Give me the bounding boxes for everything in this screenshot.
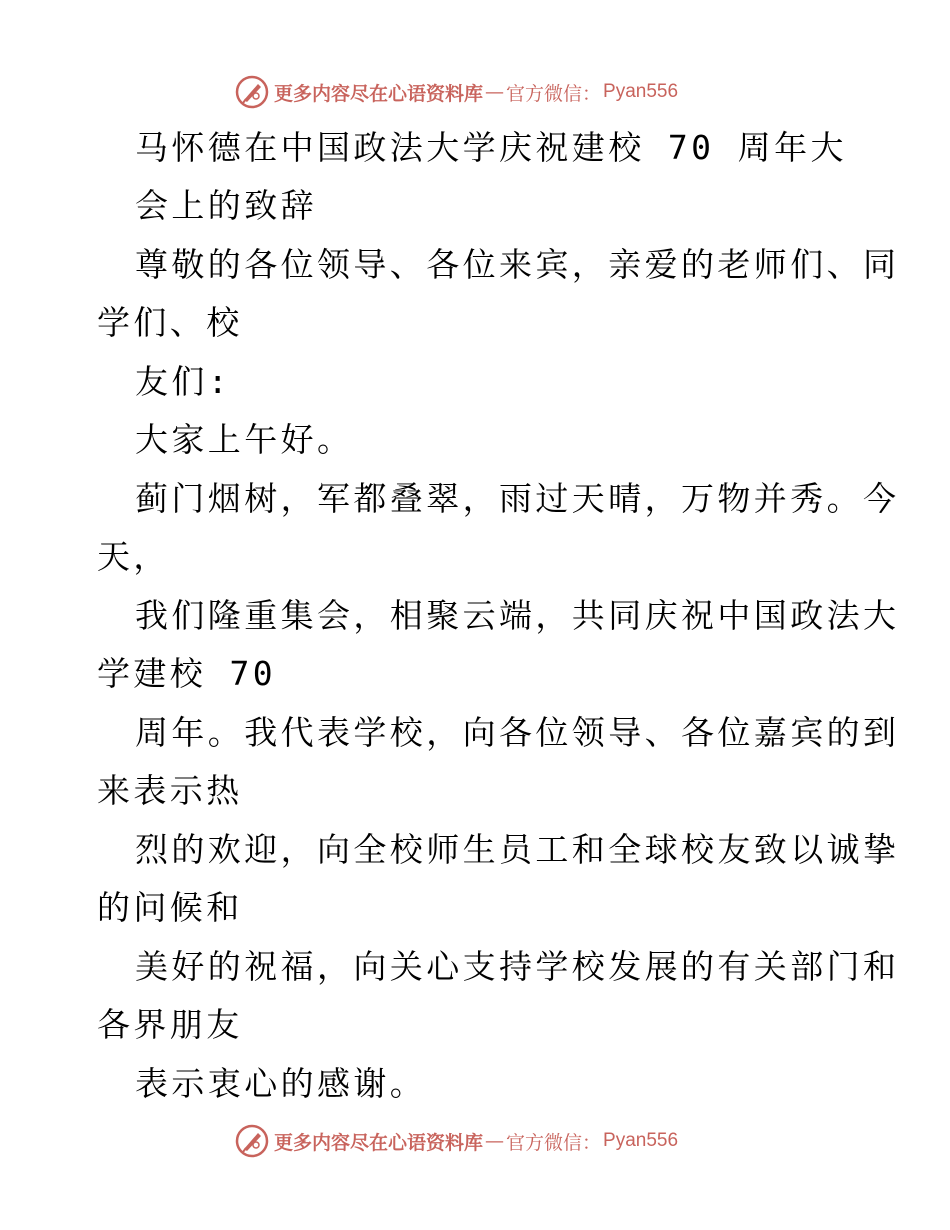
paragraph-line: 周年。我代表学校，向各位领导、各位嘉宾的到 (135, 713, 900, 752)
paragraph-line: 尊敬的各位领导、各位来宾，亲爱的老师们、同 (135, 245, 900, 284)
speech-title-line: 会上的致辞 (135, 186, 317, 225)
watermark-dash: — (485, 1130, 505, 1152)
paragraph-line: 表示衷心的感谢。 (135, 1064, 427, 1103)
paragraph-line: 蓟门烟树，军都叠翠，雨过天晴，万物并秀。今 (135, 479, 900, 518)
paragraph-line: 天， (97, 537, 170, 576)
quill-pen-logo-icon (234, 1123, 270, 1159)
paragraph-line: 各界朋友 (97, 1005, 243, 1044)
paragraph-line: 来表示热 (97, 771, 243, 810)
paragraph-line: 友们: (135, 362, 232, 401)
speech-title-line: 马怀德在中国政法大学庆祝建校 70 周年大 (135, 128, 847, 167)
paragraph-line: 烈的欢迎，向全校师生员工和全球校友致以诚挚 (135, 830, 900, 869)
paragraph-line: 美好的祝福，向关心支持学校发展的有关部门和 (135, 947, 900, 986)
watermark-main-text: 更多内容尽在心语资料库 (274, 82, 484, 105)
watermark-wechat-id: Pyan556 (603, 1130, 679, 1151)
watermark-sub-text: 官方微信： (506, 82, 602, 105)
watermark-main-text: 更多内容尽在心语资料库 (274, 1131, 484, 1154)
footer-watermark (234, 1121, 678, 1161)
paragraph-line: 大家上午好。 (135, 420, 354, 459)
paragraph-line: 学们、校 (97, 303, 243, 342)
watermark-wechat-id: Pyan556 (603, 81, 679, 102)
paragraph-line: 学建校 70 (97, 654, 277, 693)
paragraph-line: 的问候和 (97, 888, 243, 927)
paragraph-line: 我们隆重集会，相聚云端，共同庆祝中国政法大 (135, 596, 900, 635)
watermark-dash: — (485, 81, 505, 103)
watermark-sub-text: 官方微信： (506, 1131, 602, 1154)
